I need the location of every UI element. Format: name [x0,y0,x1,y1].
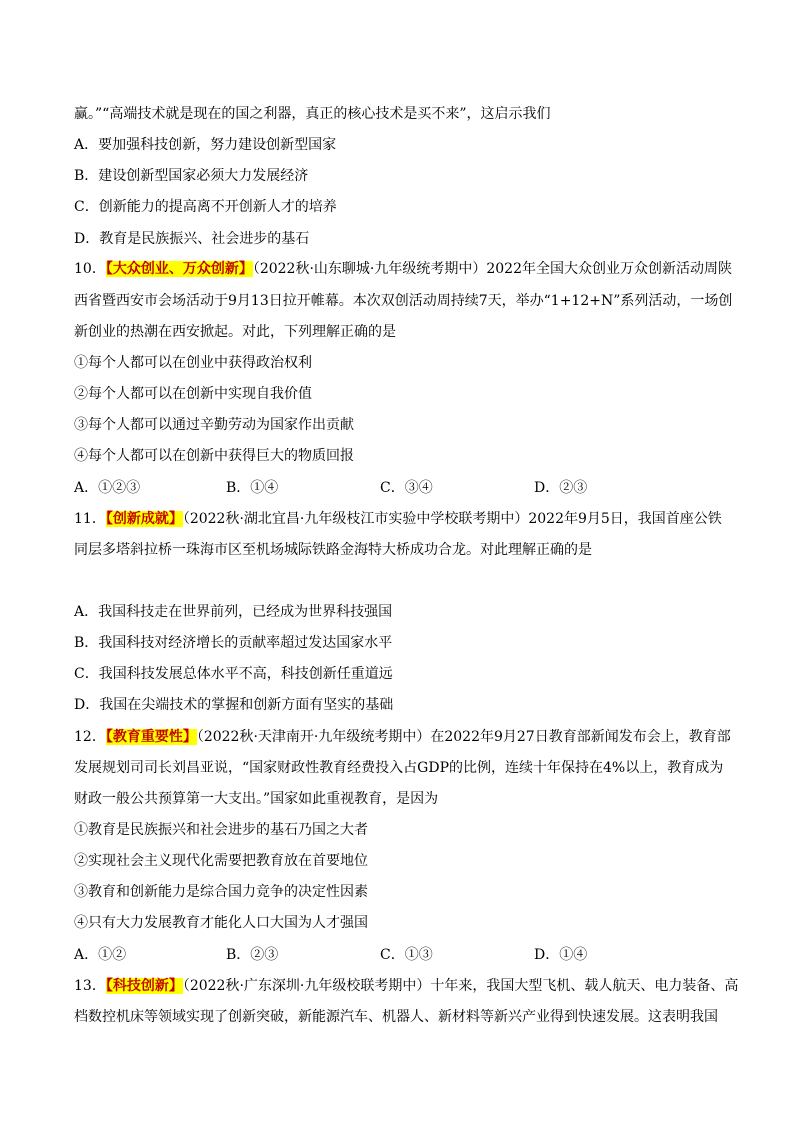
q12-line3: 财政一般公共预算第一大支出。”国家如此重视教育，是因为 [74,791,439,807]
q9-option-a: A．要加强科技创新，努力建设创新型国家 [74,137,337,153]
q10-line3: 新创业的热潮在西安掀起。对此，下列理解正确的是 [74,324,396,340]
q10-item-3: ③每个人都可以通过辛勤劳动为国家作出贡献 [74,417,354,433]
q11-option-d: D．我国在尖端技术的掌握和创新方面有坚实的基础 [74,697,394,713]
q11-line2: 同层多塔斜拉桥一珠海市区至机场城际铁路金海特大桥成功合龙。对此理解正确的是 [74,542,592,558]
q9-option-d: D．教育是民族振兴、社会进步的基石 [74,231,310,247]
q12-choice-d: D．①④ [534,947,588,963]
q12-choice-c: C．①③ [380,947,433,963]
q10-number: 10． [74,261,106,277]
q11-header [74,508,722,528]
q11-option-b: B．我国科技对经济增长的贡献率超过发达国家水平 [74,635,393,651]
q13-line2: 档数控机床等领域实现了创新突破，新能源汽车、机器人、新材料等新兴产业得到快速发展。这表明我国 [74,1009,718,1025]
q10-item-1: ①每个人都可以在创业中获得政治权利 [74,355,312,371]
q12-choices [74,944,734,964]
q12-choice-a: A．①② [74,947,127,963]
q13-line1: （2022秋·广东深圳·九年级校联考期中）十年来，我国大型飞机、载人航天、电力装备、高 [182,978,739,994]
q10-choice-d: D．②③ [534,480,588,496]
q9-stem: 赢。”“高端技术就是现在的国之利器，真正的核心技术是买不来”，这启示我们 [74,106,551,122]
q12-line1: （2022秋·天津南开·九年级统考期中）在2022年9月27日教育部新闻发布会上，教育部 [196,729,731,745]
q10-item-4: ④每个人都可以在创新中获得巨大的物质回报 [74,448,354,464]
q12-item-1: ①教育是民族振兴和社会进步的基石乃国之大者 [74,822,368,838]
q9-option-b: B．建设创新型国家必须大力发展经济 [74,168,309,184]
q10-choice-c: C．③④ [380,480,433,496]
q10-choice-b: B．①④ [226,480,279,496]
q12-item-4: ④只有大力发展教育才能化人口大国为人才强国 [74,915,368,931]
q13-header [74,975,738,995]
q12-item-3: ③教育和创新能力是综合国力竞争的决定性因素 [74,884,368,900]
q10-line1: （2022秋·山东聊城·九年级统考期中）2022年全国大众创业万众创新活动周陕 [252,261,732,277]
q10-header [74,258,732,278]
q11-line1: （2022秋·湖北宜昌·九年级枝江市实验中学校联考期中）2022年9月5日，我国首座公铁 [182,511,722,527]
q10-line2: 西省暨西安市会场活动于9月13日拉开帷幕。本次双创活动周持续7天，举办“1+12+N”系列活动，一场创 [74,293,733,309]
q10-item-2: ②每个人都可以在创新中实现自我价值 [74,386,312,402]
q10-topic-tag: 【大众创业、万众创新】 [105,261,253,277]
q12-choice-b: B．②③ [226,947,279,963]
q13-number: 13． [74,978,106,994]
q11-topic-tag: 【创新成就】 [105,511,183,527]
q12-number: 12． [74,729,106,745]
q12-item-2: ②实现社会主义现代化需要把教育放在首要地位 [74,853,368,869]
q10-choices [74,477,734,497]
q11-option-c: C．我国科技发展总体水平不高，科技创新任重道远 [74,666,393,682]
q11-option-a: A．我国科技走在世界前列，已经成为世界科技强国 [74,604,393,620]
q12-topic-tag: 【教育重要性】 [105,729,197,745]
q13-topic-tag: 【科技创新】 [105,978,183,994]
q11-number: 11． [74,511,106,527]
q12-header [74,726,731,746]
q12-line2: 发展规划司司长刘昌亚说，“国家财政性教育经费投入占GDP的比例，连续十年保持在4%以上，教育成为 [74,760,724,776]
q9-option-c: C．创新能力的提高离不开创新人才的培养 [74,199,337,215]
q10-choice-a: A．①②③ [74,480,141,496]
